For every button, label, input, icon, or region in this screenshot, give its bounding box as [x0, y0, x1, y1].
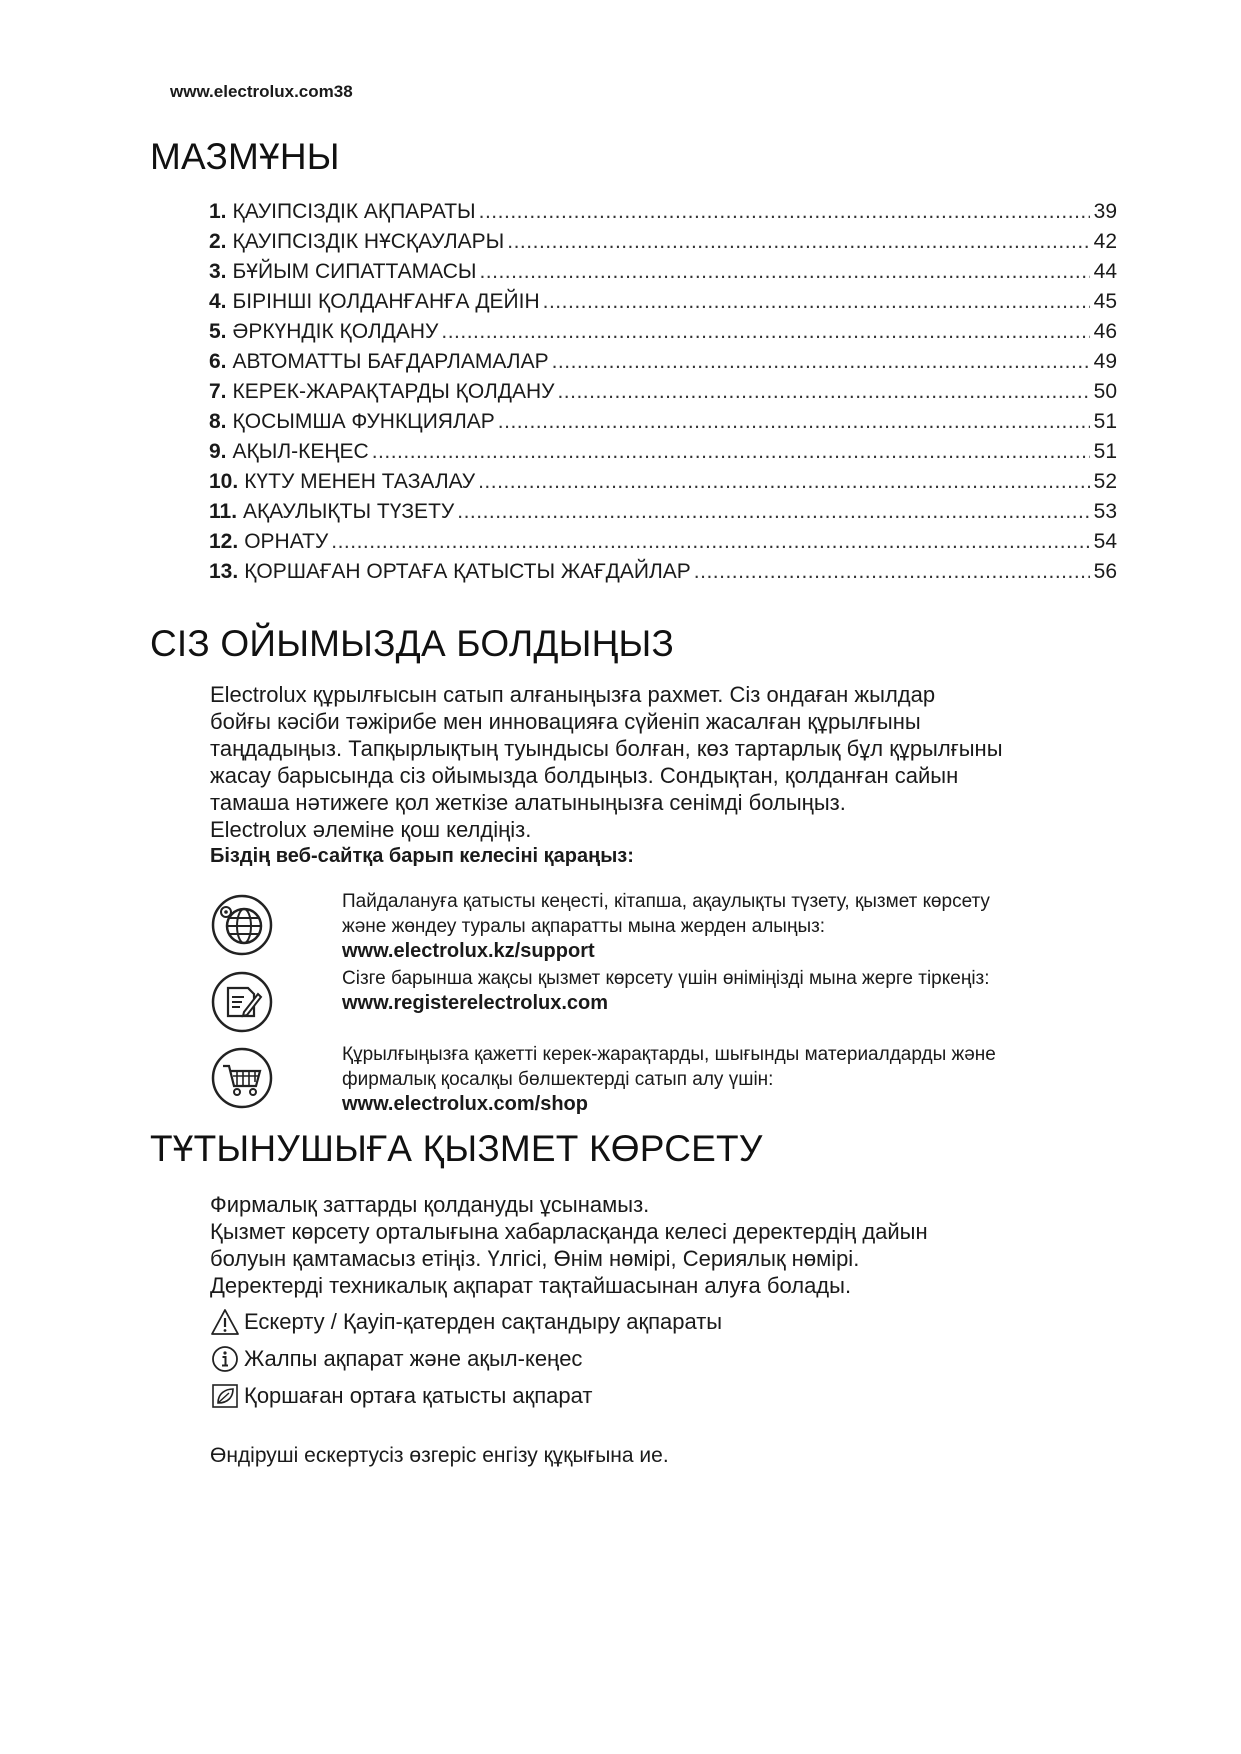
legend-environment: [210, 1380, 592, 1412]
toc-item-page: 51: [1093, 440, 1117, 463]
toc-item-page: 45: [1093, 290, 1117, 313]
leaf-icon: [210, 1381, 240, 1411]
toc-item-number: 10.: [209, 470, 239, 493]
table-of-contents: [209, 200, 1117, 590]
toc-item-number: 12.: [209, 530, 239, 553]
shop-url-link[interactable]: www.electrolux.com/shop: [342, 1093, 588, 1115]
toc-item-number: 9.: [209, 440, 227, 463]
welcome-paragraph: [210, 681, 1130, 870]
toc-item-label: БІРІНШІ ҚОЛДАНҒАНҒА ДЕЙІН: [232, 290, 540, 313]
toc-item[interactable]: [209, 560, 1117, 590]
toc-item-page: 51: [1093, 410, 1117, 433]
disclaimer-text: Өндіруші ескертусіз өзгеріс енгізу құқығына ие.: [210, 1444, 669, 1467]
support-link-text: [342, 889, 1142, 964]
link-description-line: Пайдалануға қатысты кеңесті, кітапша, ақаулықты түзету, қызмет көрсету: [342, 891, 990, 912]
toc-item-page: 49: [1093, 350, 1117, 373]
globe-icon: [210, 893, 274, 957]
toc-item-number: 11.: [209, 500, 238, 523]
toc-item-number: 1.: [209, 200, 227, 223]
register-url-link[interactable]: www.registerelectrolux.com: [342, 992, 609, 1014]
toc-item[interactable]: [209, 320, 1117, 350]
toc-item-page: 50: [1093, 380, 1117, 403]
toc-item-label: ҚОРШАҒАН ОРТАҒА ҚАТЫСТЫ ЖАҒДАЙЛАР: [244, 560, 691, 583]
legend-info: [210, 1343, 582, 1375]
toc-item[interactable]: [209, 440, 1117, 470]
welcome-line: Electrolux құрылғысын сатып алғаныңызға рахмет. Сіз ондаған жылдар: [210, 682, 936, 707]
toc-item-page: 53: [1093, 500, 1117, 523]
toc-item[interactable]: [209, 230, 1117, 260]
toc-item-number: 2.: [209, 230, 227, 253]
register-icon: [210, 970, 274, 1034]
register-link-text: [342, 966, 1142, 1016]
legend-warning: [210, 1306, 722, 1338]
toc-item[interactable]: [209, 350, 1117, 380]
toc-item-label: ҚОСЫМША ФУНКЦИЯЛАР: [232, 410, 495, 433]
warning-icon: [210, 1307, 240, 1337]
shop-link-item: [210, 1042, 1130, 1122]
toc-item-number: 4.: [209, 290, 227, 313]
legend-label: Ескерту / Қауіп-қатерден сақтандыру ақпараты: [244, 1309, 723, 1334]
toc-title: МАЗМҰНЫ: [150, 136, 340, 177]
toc-item-label: ҚАУІПСІЗДІК АҚПАРАТЫ: [232, 200, 476, 223]
toc-item-page: 56: [1093, 560, 1117, 583]
toc-item-label: АҚАУЛЫҚТЫ ТҮЗЕТУ: [243, 500, 455, 523]
toc-item-number: 5.: [209, 320, 227, 343]
customer-line: Деректерді техникалық ақпарат тақтайшасынан алуға болады.: [210, 1273, 852, 1298]
toc-item-number: 3.: [209, 260, 227, 283]
shopping-cart-icon: [210, 1046, 274, 1110]
toc-item-number: 8.: [209, 410, 227, 433]
welcome-line: таңдадыңыз. Тапқырлықтың туындысы болған, көз тартарлық бұл құрылғыны: [210, 736, 1003, 761]
toc-item[interactable]: [209, 470, 1117, 500]
legend-label: Қоршаған ортаға қатысты ақпарат: [244, 1383, 593, 1408]
customer-line: болуын қамтамасыз етіңіз. Үлгісі, Өнім нөмірі, Сериялық нөмірі.: [210, 1246, 860, 1271]
toc-item[interactable]: [209, 500, 1117, 530]
toc-item-label: ҚАУІПСІЗДІК НҰСҚАУЛАРЫ: [232, 230, 505, 253]
toc-item-label: КҮТУ МЕНЕН ТАЗАЛАУ: [244, 470, 476, 493]
toc-item[interactable]: [209, 410, 1117, 440]
toc-item[interactable]: [209, 380, 1117, 410]
welcome-line: бойғы кәсіби тәжірибе мен инновацияға сүйеніп жасалған құрылғыны: [210, 709, 921, 734]
support-link-item: [210, 889, 1130, 969]
customer-line: Қызмет көрсету орталығына хабарласқанда келесі деректердің дайын: [210, 1219, 928, 1244]
toc-item-number: 6.: [209, 350, 227, 373]
support-url-link[interactable]: www.electrolux.kz/support: [342, 940, 595, 962]
toc-item[interactable]: [209, 260, 1117, 290]
toc-item[interactable]: [209, 200, 1117, 230]
toc-item-page: 54: [1093, 530, 1117, 553]
shop-link-text: [342, 1042, 1142, 1117]
link-description-line: және жөндеу туралы ақпаратты мына жерден алыңыз:: [342, 916, 826, 937]
toc-item-number: 7.: [209, 380, 227, 403]
visit-prompt: Біздің веб-сайтқа барып келесіні қараңыз:: [210, 845, 634, 867]
welcome-title: СІЗ ОЙЫМЫЗДА БОЛДЫҢЫЗ: [150, 623, 675, 664]
toc-item-page: 52: [1093, 470, 1117, 493]
customer-service-paragraph: [210, 1191, 1130, 1299]
link-description-line: Құрылғыңызға қажетті керек-жарақтарды, шығынды материалдарды және: [342, 1044, 996, 1065]
welcome-line: Electrolux әлеміне қош келдіңіз.: [210, 817, 532, 842]
toc-item-label: АҚЫЛ-КЕҢЕС: [232, 440, 369, 463]
toc-item[interactable]: [209, 530, 1117, 560]
toc-item-label: ОРНАТУ: [244, 530, 329, 553]
toc-item-label: БҰЙЫМ СИПАТТАМАСЫ: [232, 260, 477, 283]
customer-service-title: ТҰТЫНУШЫҒА ҚЫЗМЕТ КӨРСЕТУ: [150, 1128, 763, 1169]
info-icon: [210, 1344, 240, 1374]
toc-item-label: АВТОМАТТЫ БАҒДАРЛАМАЛАР: [232, 350, 549, 373]
toc-item-label: КЕРЕК-ЖАРАҚТАРДЫ ҚОЛДАНУ: [232, 380, 555, 403]
register-link-item: [210, 966, 1130, 1046]
header-url: www.electrolux.com38: [170, 82, 353, 101]
link-description-line: фирмалық қосалқы бөлшектерді сатып алу үшін:: [342, 1069, 774, 1090]
toc-item-page: 42: [1093, 230, 1117, 253]
toc-item-page: 39: [1093, 200, 1117, 223]
customer-line: Фирмалық заттарды қолдануды ұсынамыз.: [210, 1192, 650, 1217]
welcome-line: тамаша нәтижеге қол жеткізе алатыныңызға сенімді болыңыз.: [210, 790, 846, 815]
toc-item-number: 13.: [209, 560, 239, 583]
welcome-line: жасау барысында сіз ойымызда болдыңыз. Сондықтан, қолданған сайын: [210, 763, 959, 788]
toc-item-page: 44: [1093, 260, 1117, 283]
toc-item[interactable]: [209, 290, 1117, 320]
toc-item-page: 46: [1093, 320, 1117, 343]
link-description-line: Сізге барынша жақсы қызмет көрсету үшін өніміңізді мына жерге тіркеңіз:: [342, 968, 990, 989]
legend-label: Жалпы ақпарат және ақыл-кеңес: [244, 1346, 583, 1371]
toc-item-label: ӘРКҮНДІК ҚОЛДАНУ: [232, 320, 439, 343]
